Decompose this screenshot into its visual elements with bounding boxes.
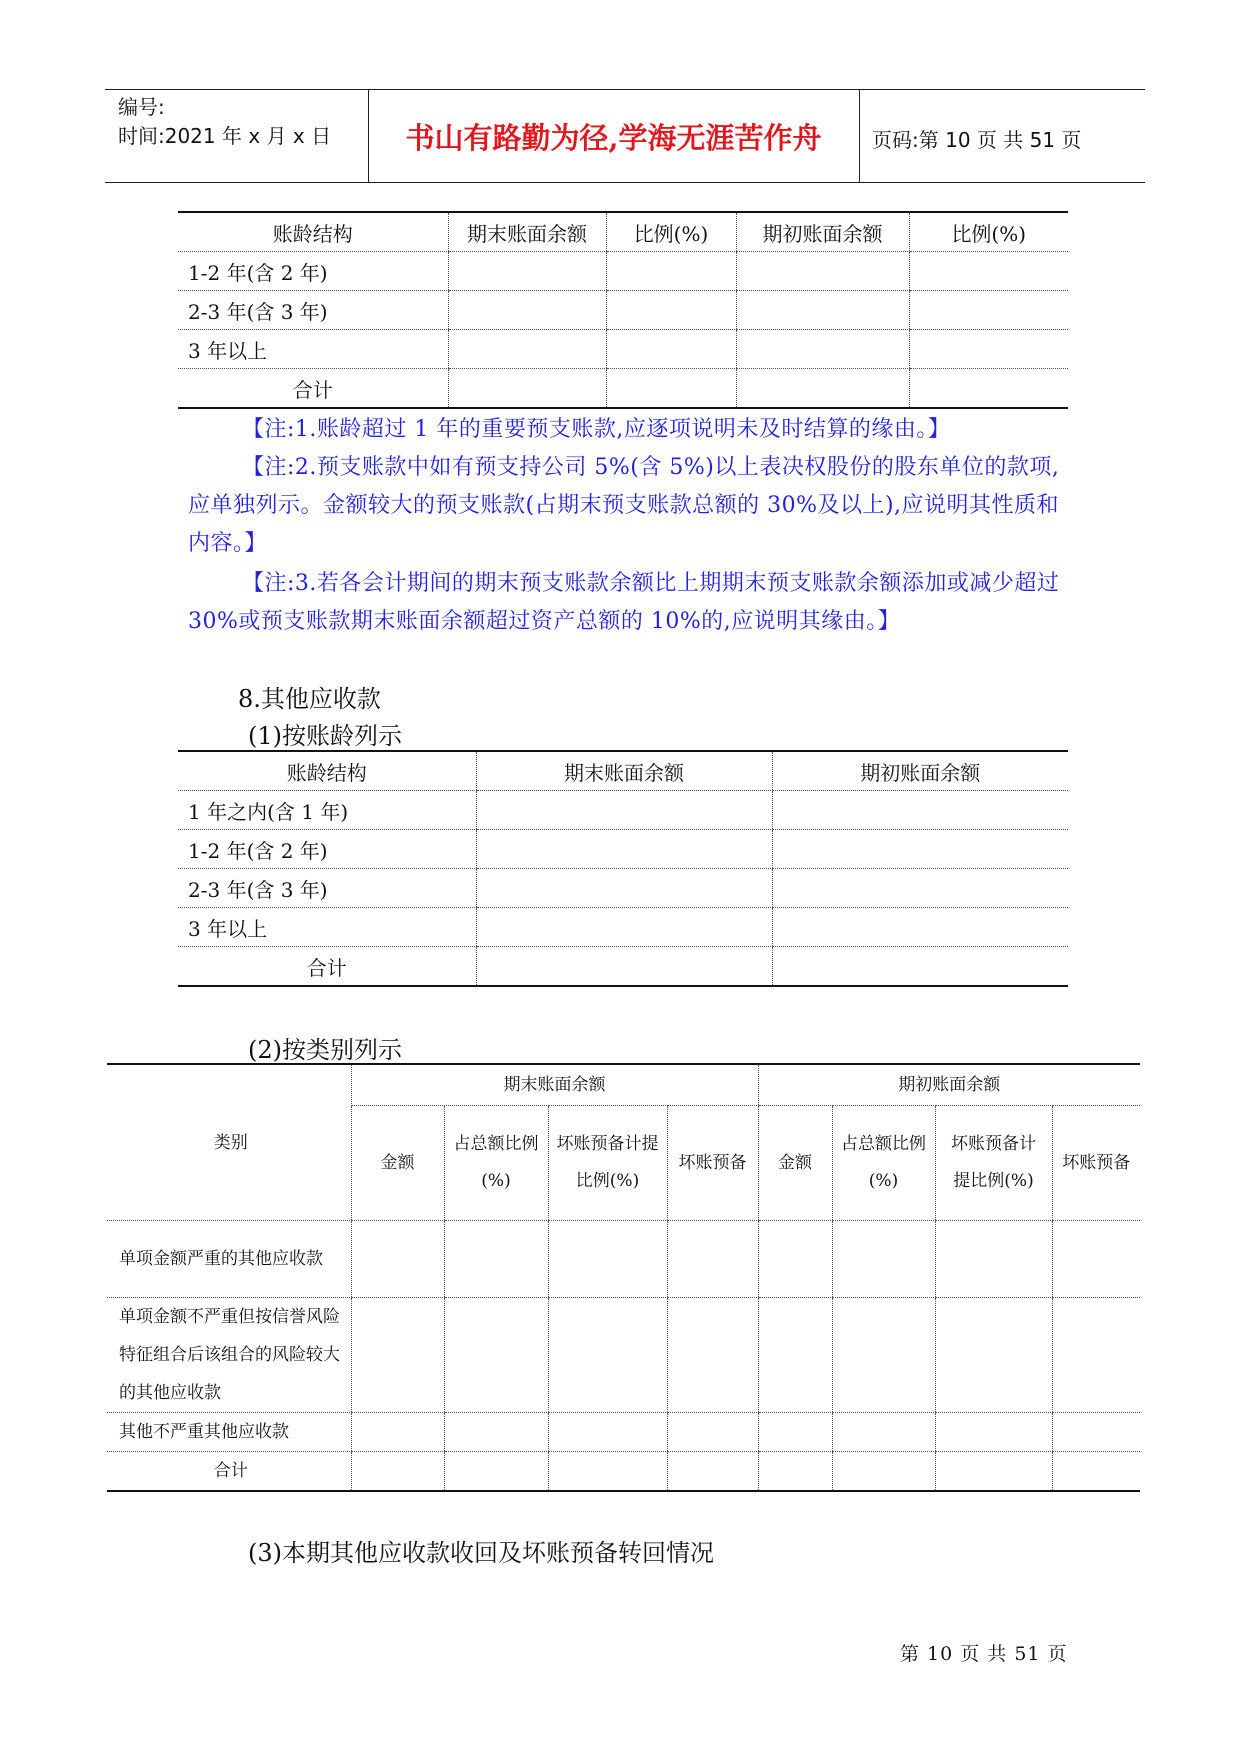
header-bottom-rule [105, 182, 1145, 183]
table-header-cell: 期初账面余额 [736, 212, 909, 252]
table-header-cell: 占总额比例(%) [444, 1106, 548, 1221]
row-label: 2-3 年(含 3 年) [178, 291, 448, 330]
header-page-label: 页码:第 10 页 共 51 页 [872, 128, 1082, 152]
row-label: 单项金额不严重但按信誉风险特征组合后该组合的风险较大的其他应收款 [107, 1298, 351, 1413]
table-row [178, 791, 1068, 830]
table-header-cell: 比例(%) [606, 212, 736, 252]
header-motto: 书山有路勤为径,学海无涯苦作舟 [405, 121, 822, 155]
table-header-cell: 期初账面余额 [772, 751, 1068, 791]
table-row [178, 908, 1068, 947]
table-group-header: 期初账面余额 [758, 1064, 1140, 1106]
subsection-title: (3)本期其他应收款收回及坏账预备转回情况 [248, 1539, 714, 1567]
table-header-cell: 坏账预备计提比例(%) [548, 1106, 667, 1221]
row-label: 3 年以上 [178, 330, 448, 369]
table-header-cell: 比例(%) [909, 212, 1068, 252]
header-divider [859, 89, 860, 182]
table-group-header-row [107, 1064, 1140, 1106]
table-header-cell: 坏账预备 [1052, 1106, 1140, 1221]
page-footer: 第 10 页 共 51 页 [900, 1643, 1068, 1665]
table-row [178, 330, 1068, 369]
doc-time-label: 时间:2021 年 x 月 x 日 [118, 124, 332, 148]
note-3: 【注:3.若各会计期间的期末预支账款余额比上期期末预支账款余额添加或减少超过 30%或预支账款期末账面余额超过资产总额的 10%的,应说明其缘由。】 [188, 571, 1060, 634]
table-header-cell: 账龄结构 [178, 751, 476, 791]
table-row-total [107, 1452, 1140, 1492]
row-label: 1 年之内(含 1 年) [178, 791, 476, 830]
table-header-cell: 坏账预备计提比例(%) [935, 1106, 1052, 1221]
table-header-cell: 期末账面余额 [448, 212, 606, 252]
table-row [107, 1413, 1140, 1452]
table-row [107, 1221, 1140, 1298]
table-row [107, 1298, 1140, 1413]
table-header-cell: 坏账预备 [667, 1106, 758, 1221]
header-top-rule [105, 89, 1145, 90]
table-header-cell: 占总额比例(%) [832, 1106, 935, 1221]
row-label: 1-2 年(含 2 年) [178, 830, 476, 869]
table-row [178, 252, 1068, 291]
table-header-cell: 金额 [351, 1106, 444, 1221]
row-label: 1-2 年(含 2 年) [178, 252, 448, 291]
table-row [178, 830, 1068, 869]
table-group-header: 期末账面余额 [351, 1064, 758, 1106]
table-row [178, 869, 1068, 908]
section-title: 8.其他应收款 [238, 685, 381, 713]
category-table-other-receivables [107, 1063, 1140, 1492]
table-row-total [178, 947, 1068, 987]
row-label: 合计 [306, 955, 347, 980]
subsection-title: (1)按账龄列示 [248, 722, 402, 750]
doc-number-label: 编号: [118, 95, 165, 119]
table-header-cell: 期末账面余额 [476, 751, 772, 791]
row-label: 3 年以上 [178, 908, 476, 947]
note-1: 【注:1.账龄超过 1 年的重要预支账款,应逐项说明未及时结算的缘由。】 [242, 417, 951, 442]
table-header-cell: 金额 [758, 1106, 832, 1221]
table-header-cell: 类别 [107, 1064, 351, 1221]
row-label: 合计 [213, 1461, 248, 1481]
aging-table-prepayments [178, 211, 1068, 409]
table-row [178, 291, 1068, 330]
note-2: 【注:2.预支账款中如有预支持公司 5%(含 5%)以上表决权股份的股东单位的款项,应单独列示。金额较大的预支账款(占期末预支账款总额的 30%及以上),应说明其性质和内容。】 [188, 455, 1060, 556]
row-label: 2-3 年(含 3 年) [178, 869, 476, 908]
table-header-row [178, 751, 1068, 791]
row-label: 单项金额严重的其他应收款 [107, 1221, 351, 1298]
subsection-title: (2)按类别列示 [248, 1036, 402, 1064]
row-label: 其他不严重其他应收款 [107, 1413, 351, 1452]
table-header-cell: 账龄结构 [178, 212, 448, 252]
aging-table-other-receivables [178, 750, 1068, 987]
table-header-row [178, 212, 1068, 252]
row-label: 合计 [292, 377, 333, 402]
table-row-total [178, 369, 1068, 409]
